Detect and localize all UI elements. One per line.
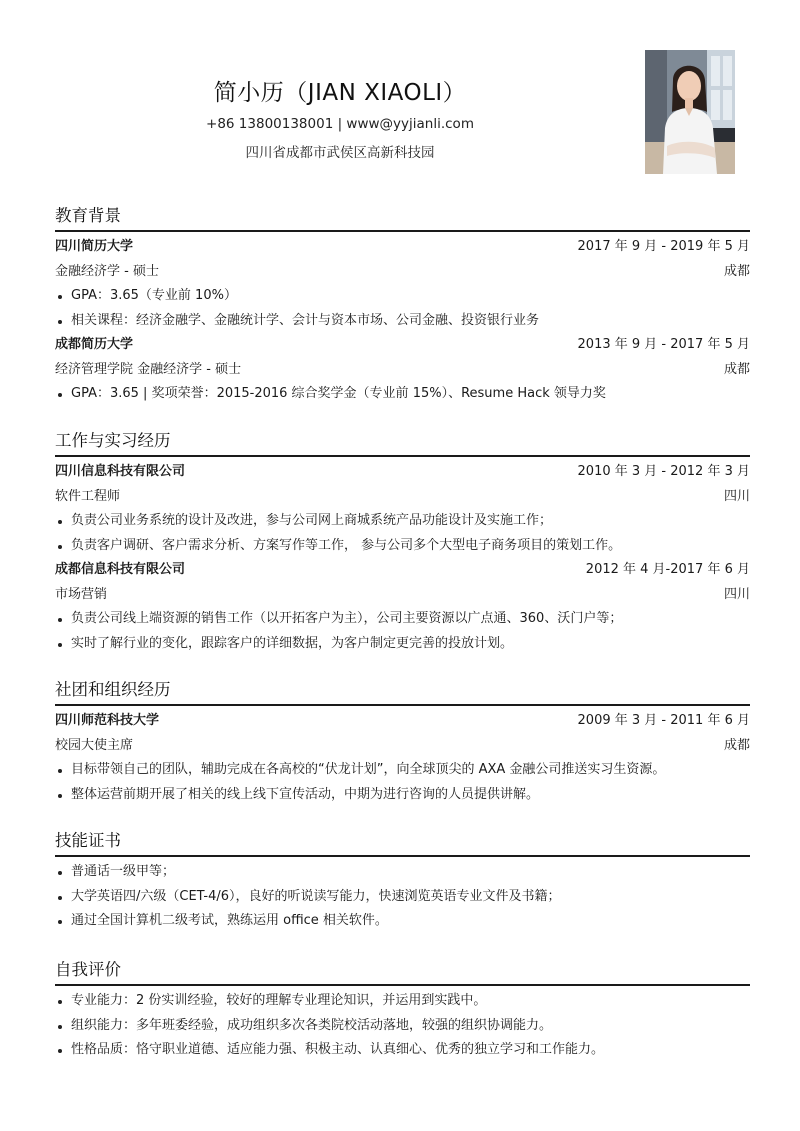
address: 四川省成都市武侯区高新科技园: [245, 145, 435, 161]
education-entry-sub: [55, 260, 750, 285]
profile-photo: [645, 50, 735, 174]
list-item: 性格品质：恪守职业道德、适应能力强、积极主动、认真细心、优秀的独立学习和工作能力。: [55, 1038, 750, 1063]
self-evaluation-section: [55, 958, 750, 1063]
section-divider: [55, 455, 750, 457]
location: 四川: [723, 488, 750, 504]
section-divider: [55, 855, 750, 857]
org-entry-header: [55, 709, 750, 734]
job-role: 市场营销: [55, 586, 108, 602]
section-title: 自我评价: [55, 960, 121, 979]
work-section: [55, 429, 750, 656]
contact-info: +86 13800138001 | www@yyjianli.com: [206, 116, 474, 132]
location: 成都: [723, 263, 750, 279]
location: 成都: [723, 361, 750, 377]
period: 2012 年 4 月-2017 年 6 月: [585, 562, 750, 577]
period: 2017 年 9 月 - 2019 年 5 月: [577, 239, 750, 254]
section-divider: [55, 230, 750, 232]
list-item: 组织能力：多年班委经验，成功组织多次各类院校活动落地，较强的组织协调能力。: [55, 1014, 750, 1039]
list-item: 专业能力：2 份实训经验，较好的理解专业理论知识，并运用到实践中。: [55, 989, 750, 1014]
period: 2010 年 3 月 - 2012 年 3 月: [577, 464, 750, 479]
list-item: 普通话一级甲等；: [55, 860, 750, 885]
list-item: 实时了解行业的变化，跟踪客户的详细数据，为客户制定更完善的投放计划。: [55, 632, 750, 657]
period: 2013 年 9 月 - 2017 年 5 月: [577, 337, 750, 352]
list-item: 大学英语四/六级（CET-4/6），良好的听说读写能力，快速浏览英语专业文件及书籍；: [55, 885, 750, 910]
location: 四川: [723, 586, 750, 602]
school-name: 四川简历大学: [55, 239, 134, 254]
profile-photo-illustration: [645, 50, 735, 174]
list-item: GPA：3.65（专业前 10%）: [55, 284, 750, 309]
list-item: 通过全国计算机二级考试，熟练运用 office 相关软件。: [55, 909, 750, 934]
list-item: GPA：3.65 | 奖项荣誉：2015-2016 综合奖学金（专业前 15%）、Resume Hack 领导力奖: [55, 382, 750, 407]
list-item: 目标带领自己的团队，辅助完成在各高校的“伏龙计划”，向全球顶尖的 AXA 金融公司推送实习生资源。: [55, 758, 750, 783]
education-entry-sub: [55, 358, 750, 383]
period: 2009 年 3 月 - 2011 年 6 月: [577, 713, 750, 728]
organization-section: [55, 678, 750, 807]
school-name: 四川师范科技大学: [55, 713, 160, 728]
list-item: 整体运营前期开展了相关的线上线下宣传活动，中期为进行咨询的人员提供讲解。: [55, 783, 750, 808]
list-item: 相关课程：经济金融学、金融统计学、会计与资本市场、公司金融、投资银行业务: [55, 309, 750, 334]
work-entry-sub: [55, 583, 750, 608]
list-item: 负责客户调研、客户需求分析、方案写作等工作， 参与公司多个大型电子商务项目的策划工作。: [55, 534, 750, 559]
work-entry-sub: [55, 485, 750, 510]
list-item: 负责公司业务系统的设计及改进，参与公司网上商城系统产品功能设计及实施工作；: [55, 509, 750, 534]
major: 经济管理学院 金融经济学 - 硕士: [55, 361, 242, 377]
section-title: 社团和组织经历: [55, 680, 171, 699]
section-title: 技能证书: [55, 831, 121, 850]
company-name: 四川信息科技有限公司: [55, 464, 186, 479]
job-role: 软件工程师: [55, 488, 121, 504]
education-entry-header: [55, 235, 750, 260]
major: 金融经济学 - 硕士: [55, 263, 159, 279]
list-item: 负责公司线上端资源的销售工作（以开拓客户为主），公司主要资源以广点通、360、沃门户等；: [55, 607, 750, 632]
section-title: 教育背景: [55, 206, 121, 225]
skills-section: [55, 829, 750, 934]
work-entry-header: [55, 558, 750, 583]
section-divider: [55, 984, 750, 986]
education-section: [55, 204, 750, 407]
resume-header: [0, 0, 800, 190]
candidate-name: 简小历（JIAN XIAOLI）: [213, 80, 467, 106]
org-role: 校园大使主席: [55, 737, 134, 753]
section-divider: [55, 704, 750, 706]
org-entry-sub: [55, 734, 750, 759]
school-name: 成都简历大学: [55, 337, 134, 352]
location: 成都: [723, 737, 750, 753]
education-entry-header: [55, 333, 750, 358]
section-title: 工作与实习经历: [55, 431, 171, 450]
work-entry-header: [55, 460, 750, 485]
company-name: 成都信息科技有限公司: [55, 562, 186, 577]
